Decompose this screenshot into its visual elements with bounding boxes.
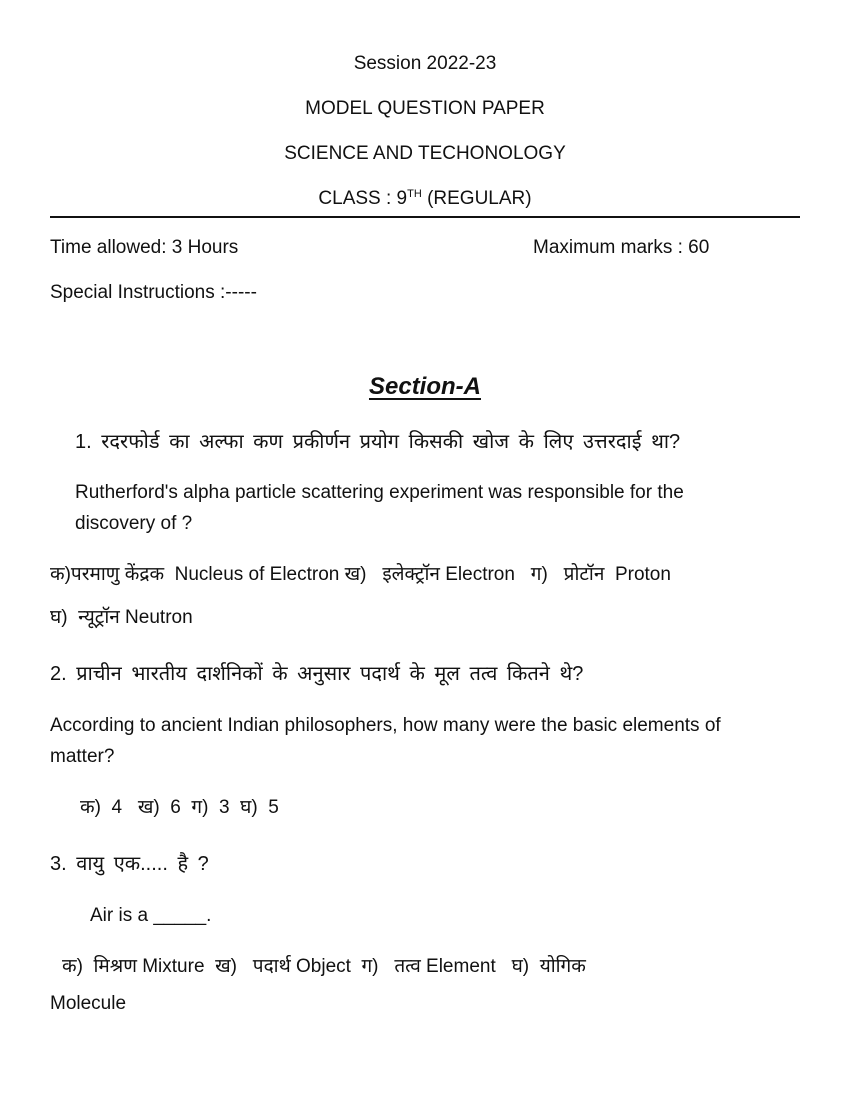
question-1-options-line2: घ) न्यूट्रॉन Neutron [50, 607, 193, 628]
question-2-hindi: 2. प्राचीन भारतीय दार्शनिकों के अनुसार पदार्थ के मूल तत्व कितने थे? [50, 663, 584, 685]
question-1-english-line1: Rutherford's alpha particle scattering experiment was responsible for the [75, 482, 684, 503]
question-2-options: क) 4 ख) 6 ग) 3 घ) 5 [80, 797, 279, 818]
question-3-hindi: 3. वायु एक..... है ? [50, 853, 209, 875]
question-3-english: Air is a _____. [90, 905, 212, 926]
session-label: Session 2022-23 [353, 53, 497, 74]
question-3-options-line1: क) मिश्रण Mixture ख) पदार्थ Object ग) तत्व Element घ) योगिक [62, 956, 586, 977]
section-title: Section-A [368, 373, 481, 400]
question-3-options-line2: Molecule [50, 993, 127, 1014]
time-allowed: Time allowed: 3 Hours [50, 237, 239, 258]
question-2-english-line1: According to ancient Indian philosophers, how many were the basic elements of [50, 715, 721, 736]
question-1-options-line1: क)परमाणु केंद्रक Nucleus of Electron ख) इलेक्ट्रॉन Electron ग) प्रोटॉन Proton [50, 564, 671, 585]
header-divider [50, 216, 800, 218]
class-superscript: TH [407, 188, 422, 200]
maximum-marks: Maximum marks : 60 [533, 237, 710, 258]
paper-type-title: MODEL QUESTION PAPER [305, 98, 545, 119]
class-suffix: (REGULAR) [421, 188, 532, 209]
class-prefix: CLASS : 9 [318, 188, 408, 209]
subject-title: SCIENCE AND TECHONOLOGY [284, 143, 566, 164]
special-instructions: Special Instructions :----- [50, 282, 257, 303]
question-1-hindi: 1. रदरफोर्ड का अल्फा कण प्रकीर्णन प्रयोग किसकी खोज के लिए उत्तरदाई था? [75, 431, 681, 453]
class-label [0, 187, 850, 211]
question-1-english-line2: discovery of ? [75, 513, 193, 534]
question-2-english-line2: matter? [50, 746, 115, 767]
